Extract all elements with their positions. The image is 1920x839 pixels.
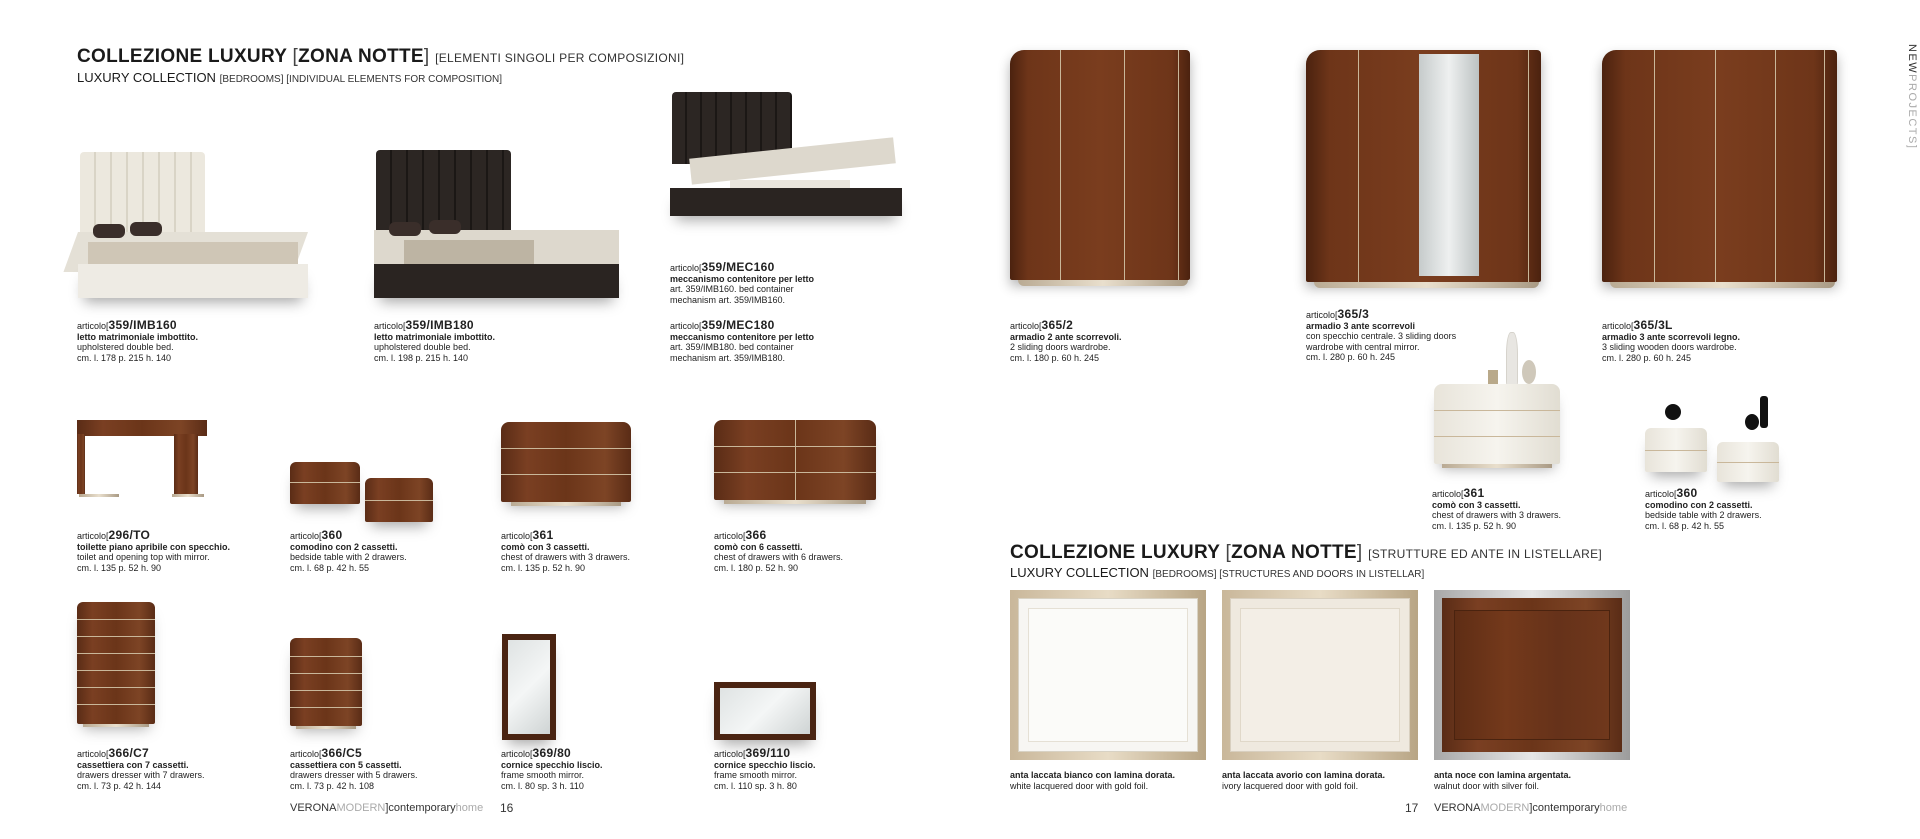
left-footer-brand: VERONAMODERN]contemporaryhome [290,802,484,814]
right-footer-brand: VERONAMODERN]contemporaryhome [1434,802,1628,814]
caption-359-imb160: articolo[359/IMB160 letto matrimoniale imbottito. upholstered double bed. cm. l. 178 p. 215 h. 140 [77,318,199,363]
bed-container-image [670,92,902,217]
caption-369-80: articolo[369/80 cornice specchio liscio. frame smooth mirror. cm. l. 80 sp. 3 h. 110 [501,746,603,791]
dresser-5-image [290,638,362,733]
panel-ivory-gold [1222,590,1418,760]
caption-365-2: articolo[365/2 armadio 2 ante scorrevoli. 2 sliding doors wardrobe. cm. l. 180 p. 60 h. 245 [1010,318,1122,363]
side-tab-new-projects: NEWPROJECTS] [1906,44,1918,150]
wardrobe-3-doors-wood-image [1602,50,1837,300]
caption-right-360: articolo[360 comodino con 2 cassetti. bedside table with 2 drawers. cm. l. 68 p. 42 h. 55 [1645,486,1762,531]
right-title-it: COLLEZIONE LUXURY [ZONA NOTTE] [STRUTTURE ED ANTE IN LISTELLARE] [1010,542,1603,563]
wardrobe-3-doors-mirror-image [1306,50,1541,300]
panel-caption-walnut: anta noce con lamina argentata. walnut door with silver foil. [1434,770,1572,791]
left-page-number: 16 [500,801,514,815]
caption-366-c7: articolo[366/C7 cassettiera con 7 cassetti. drawers dresser with 7 drawers. cm. l. 73 p. 42 h. 144 [77,746,205,791]
caption-360: articolo[360 comodino con 2 cassetti. bedside table with 2 drawers. cm. l. 68 p. 42 h. 55 [290,528,407,573]
caption-366-c5: articolo[366/C5 cassettiera con 5 cassetti. drawers dresser with 5 drawers. cm. l. 73 p. 42 h. 108 [290,746,418,791]
caption-359-imb180: articolo[359/IMB180 letto matrimoniale imbottito. upholstered double bed. cm. l. 198 p. 215 h. 140 [374,318,496,363]
panel-caption-white: anta laccata bianco con lamina dorata. white lacquered door with gold foil. [1010,770,1176,791]
panel-walnut-silver [1434,590,1630,760]
left-title-en: LUXURY COLLECTION [BEDROOMS] [INDIVIDUAL ELEMENTS FOR COMPOSITION] [77,70,503,85]
caption-365-3l: articolo[365/3L armadio 3 ante scorrevoli legno. 3 sliding wooden doors wardrobe. cm. l. 280 p. 60 h. 245 [1602,318,1741,363]
panel-white-gold [1010,590,1206,760]
bed-white-image [78,152,308,310]
caption-369-110: articolo[369/110 cornice specchio liscio. frame smooth mirror. cm. l. 110 sp. 3 h. 80 [714,746,816,791]
caption-365-3: articolo[365/3 armadio 3 ante scorrevoli con specchio centrale. 3 sliding doors wardrobe with central mirror. cm. l. 280 p. 60 h. 245 [1306,307,1457,362]
wardrobe-2-doors-image [1010,50,1190,300]
white-bedside-pair-image [1645,392,1785,487]
mirror-horizontal-image [714,682,816,740]
bed-black-image [374,150,619,305]
mirror-vertical-image [502,634,556,740]
caption-right-361: articolo[361 comò con 3 cassetti. chest of drawers with 3 drawers. cm. l. 135 p. 52 h. 90 [1432,486,1562,531]
caption-359-mec180: articolo[359/MEC180 meccanismo contenitore per letto art. 359/IMB180. bed container mechanism art. 359/IMB180. [670,318,815,363]
chest-6-drawers-image [714,420,876,512]
right-title-en: LUXURY COLLECTION [BEDROOMS] [STRUCTURES AND DOORS IN LISTELLAR] [1010,565,1425,580]
toilette-image [77,420,207,510]
caption-296-to: articolo[296/TO toilette piano apribile con specchio. toilet and opening top with mirror. cm. l. 135 p. 52 h. 90 [77,528,231,573]
dresser-7-image [77,602,155,732]
caption-361: articolo[361 comò con 3 cassetti. chest of drawers with 3 drawers. cm. l. 135 p. 52 h. 90 [501,528,631,573]
right-page-number: 17 [1405,801,1419,815]
bedside-pair-image [290,462,435,530]
caption-366: articolo[366 comò con 6 cassetti. chest of drawers with 6 drawers. cm. l. 180 p. 52 h. 90 [714,528,844,573]
chest-3-drawers-image [501,422,631,512]
panel-caption-ivory: anta laccata avorio con lamina dorata. ivory lacquered door with gold foil. [1222,770,1386,791]
caption-359-mec160: articolo[359/MEC160 meccanismo contenitore per letto art. 359/IMB160. bed container mechanism art. 359/IMB160. [670,260,815,305]
left-title-it: COLLEZIONE LUXURY [ZONA NOTTE] [ELEMENTI SINGOLI PER COMPOSIZIONI] [77,46,685,67]
